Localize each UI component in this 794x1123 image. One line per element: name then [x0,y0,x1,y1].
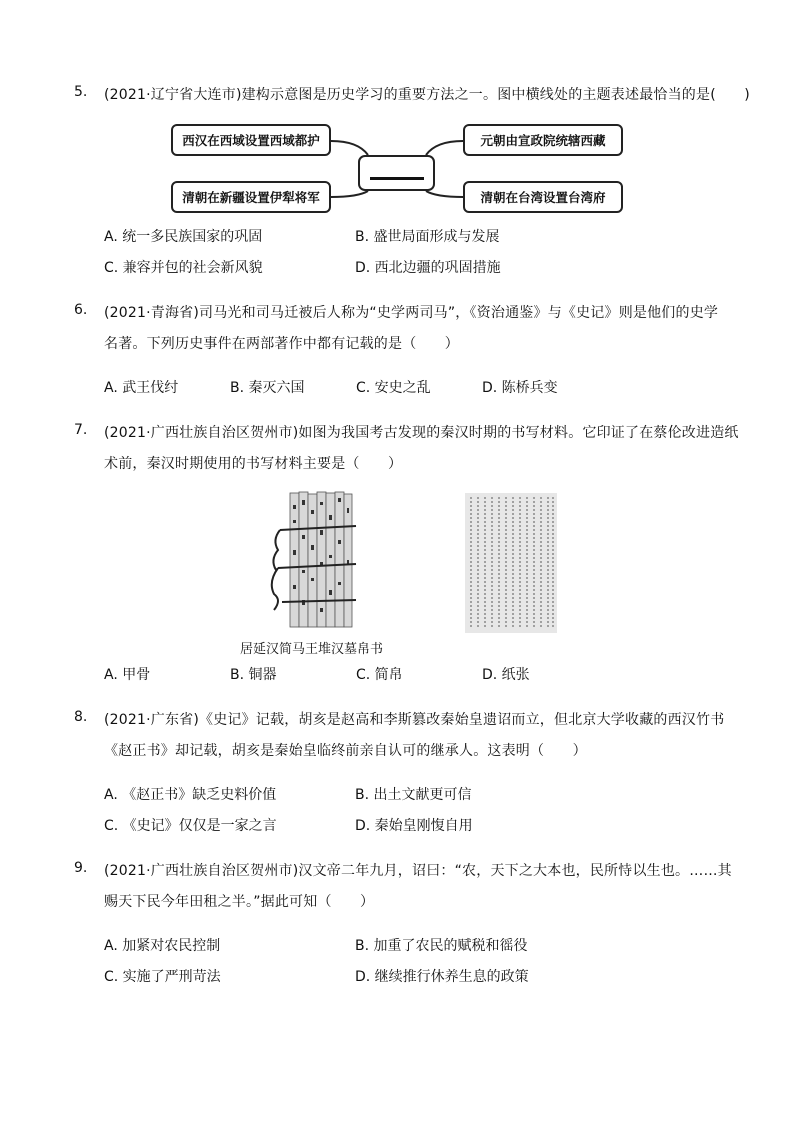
option-c[interactable]: C. 实施了严刑苛法 [104,969,221,985]
option-c[interactable]: C. 《史记》仅仅是一家之言 [104,818,277,834]
question-number: 7. [74,422,88,438]
figure-caption: 居延汉简马王堆汉墓帛书 [240,642,384,657]
concept-center-box [358,155,435,191]
question-number: 9. [74,860,88,876]
option-c[interactable]: C. 安史之乱 [356,380,431,396]
option-a[interactable]: A. 武王伐纣 [104,380,179,396]
question-number: 6. [74,302,88,318]
option-a[interactable]: A. 《赵正书》缺乏史料价值 [104,787,277,803]
option-d[interactable]: D. 继续推行休养生息的政策 [355,969,529,985]
question-number: 8. [74,709,88,725]
option-b[interactable]: B. 盛世局面形成与发展 [355,229,500,245]
silk-manuscript-image [465,493,557,633]
question-stem-line-1: (2021·广西壮族自治区贺州市)如图为我国考古发现的秦汉时期的书写材料。它印证了在蔡伦改进造纸 [104,425,739,441]
concept-box-bottom-right: 清朝在台湾设置台湾府 [463,181,623,213]
question-stem-line-2: 术前，秦汉时期使用的书写材料主要是（ ） [104,456,403,472]
question-number: 5. [74,84,88,100]
answer-blank [370,177,424,180]
option-c[interactable]: C. 简帛 [356,667,403,683]
question-stem-line-2: 名著。下列历史事件在两部著作中都有记载的是（ ） [104,336,459,352]
bamboo-slips-image [268,490,368,630]
option-b[interactable]: B. 铜器 [230,667,277,683]
question-stem: (2021·辽宁省大连市)建构示意图是历史学习的重要方法之一。图中横线处的主题表述最恰当的是( ) [104,87,750,103]
question-stem-line-2: 《赵正书》却记载，胡亥是秦始皇临终前亲自认可的继承人。这表明（ ） [104,743,587,759]
question-stem-line-1: (2021·广东省)《史记》记载，胡亥是赵高和李斯篡改秦始皇遗诏而立，但北京大学收藏的西汉竹书 [104,712,725,728]
option-b[interactable]: B. 出土文献更可信 [355,787,472,803]
option-c[interactable]: C. 兼容并包的社会新风貌 [104,260,263,276]
option-b[interactable]: B. 秦灭六国 [230,380,305,396]
question-stem-line-1: (2021·广西壮族自治区贺州市)汉文帝二年九月，诏曰：“农，天下之大本也，民所恃以生也。……其 [104,863,732,879]
option-a[interactable]: A. 加紧对农民控制 [104,938,221,954]
question-stem-line-2: 赐天下民今年田租之半。”据此可知（ ） [104,894,375,910]
option-d[interactable]: D. 陈桥兵变 [482,380,558,396]
question-stem-line-1: (2021·青海省)司马光和司马迁被后人称为“史学两司马”，《资治通鉴》与《史记》则是他们的史学 [104,305,719,321]
concept-box-bottom-left: 清朝在新疆设置伊犁将军 [171,181,331,213]
option-b[interactable]: B. 加重了农民的赋税和徭役 [355,938,528,954]
option-d[interactable]: D. 秦始皇刚愎自用 [355,818,473,834]
concept-box-top-right: 元朝由宣政院统辖西藏 [463,124,623,156]
concept-map-connectors [0,0,794,230]
option-a[interactable]: A. 统一多民族国家的巩固 [104,229,263,245]
concept-box-top-left: 西汉在西域设置西域都护 [171,124,331,156]
option-d[interactable]: D. 纸张 [482,667,530,683]
option-d[interactable]: D. 西北边疆的巩固措施 [355,260,501,276]
option-a[interactable]: A. 甲骨 [104,667,151,683]
